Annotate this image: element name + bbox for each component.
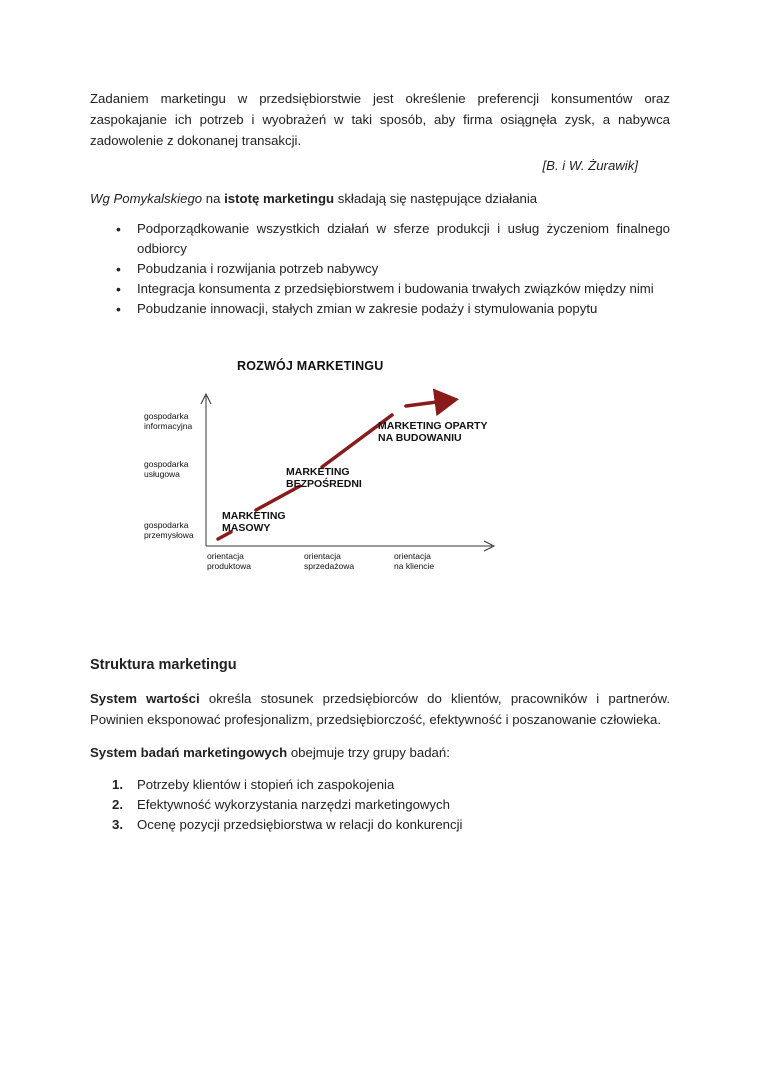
system-badan-paragraph xyxy=(90,742,670,763)
bullet-text: Podporządkowanie wszystkich działań w sferze produkcji i usług życzeniom finalnego odbiorcy xyxy=(137,221,670,256)
citation: [B. i W. Żurawik] xyxy=(542,158,638,173)
list-item xyxy=(90,219,670,259)
item-number: 1. xyxy=(112,777,123,792)
bullet-text: Pobudzania i rozwijania potrzeb nabywcy xyxy=(137,261,379,276)
marketing-development-diagram xyxy=(136,356,500,580)
list-item xyxy=(90,299,670,319)
system-wartosci-paragraph xyxy=(90,688,670,730)
istota-middle: na xyxy=(202,191,225,206)
istota-sentence xyxy=(90,188,670,209)
system-wartosci-bold: System wartości xyxy=(90,691,200,706)
list-item xyxy=(90,815,670,835)
arrow-segment-top xyxy=(406,400,452,406)
system-badan-text: obejmuje trzy grupy badań: xyxy=(287,745,450,760)
list-item xyxy=(90,279,670,299)
bullet-text: Pobudzanie innowacji, stałych zmian w zakresie podaży i stymulowania popytu xyxy=(137,301,598,316)
section-heading: Struktura marketingu xyxy=(90,657,237,673)
badania-numbered-list xyxy=(90,775,670,835)
y-label-informacyjna: gospodarka informacyjna xyxy=(144,411,193,431)
stage-label-masowy: MARKETING MASOWY xyxy=(222,510,286,534)
bullet-symbol: • xyxy=(116,261,121,277)
system-wartosci-text: określa stosunek przedsiębiorców do klientów, pracowników i partnerów. Powinien eksponować profesjonalizm, przedsiębiorczość, efektywność i poszanowanie człowieka. xyxy=(90,691,670,727)
diagram-title: ROZWÓJ MARKETINGU xyxy=(237,359,384,373)
istota-suffix: składają się następujące działania xyxy=(334,191,538,206)
bullet-symbol: • xyxy=(116,221,121,237)
bullet-symbol: • xyxy=(116,301,121,317)
istota-bullet-list xyxy=(90,219,670,319)
item-text: Potrzeby klientów i stopień ich zaspokojenia xyxy=(137,777,395,792)
document-body xyxy=(90,88,670,319)
istota-author: Wg Pomykalskiego xyxy=(90,191,203,206)
intro-paragraph: Zadaniem marketingu w przedsiębiorstwie jest określenie preferencji konsumentów oraz zaspokajanie ich potrzeb i wyobrażeń w taki sposób, aby firma osiągnęła zysk, a nabywca zadowolenie z dokonanej transakcji. xyxy=(90,91,670,148)
stage-label-bezposredni: MARKETING BEZPOŚREDNI xyxy=(286,466,362,490)
x-label-na-kliencie: orientacja na kliencie xyxy=(394,551,435,571)
x-label-sprzedazowa: orientacja sprzedażowa xyxy=(304,551,355,571)
list-item xyxy=(90,775,670,795)
list-item xyxy=(90,259,670,279)
istota-bold: istotę marketingu xyxy=(224,191,335,206)
list-item xyxy=(90,795,670,815)
x-label-produktowa: orientacja produktowa xyxy=(207,551,251,571)
item-number: 3. xyxy=(112,817,123,832)
bullet-symbol: • xyxy=(116,281,121,297)
item-number: 2. xyxy=(112,797,123,812)
y-label-przemyslowa: gospodarka przemysłowa xyxy=(144,520,194,540)
struktura-section xyxy=(90,655,670,835)
item-text: Efektywność wykorzystania narzędzi marketingowych xyxy=(137,797,450,812)
y-label-uslugowa: gospodarka usługowa xyxy=(144,459,189,479)
bullet-text: Integracja konsumenta z przedsiębiorstwem i budowania trwałych związków między nimi xyxy=(137,281,654,296)
stage-label-oparty: MARKETING OPARTY NA BUDOWANIU xyxy=(378,420,488,444)
system-badan-bold: System badań marketingowych xyxy=(90,745,288,760)
item-text: Ocenę pozycji przedsiębiorstwa w relacji do konkurencji xyxy=(137,817,463,832)
